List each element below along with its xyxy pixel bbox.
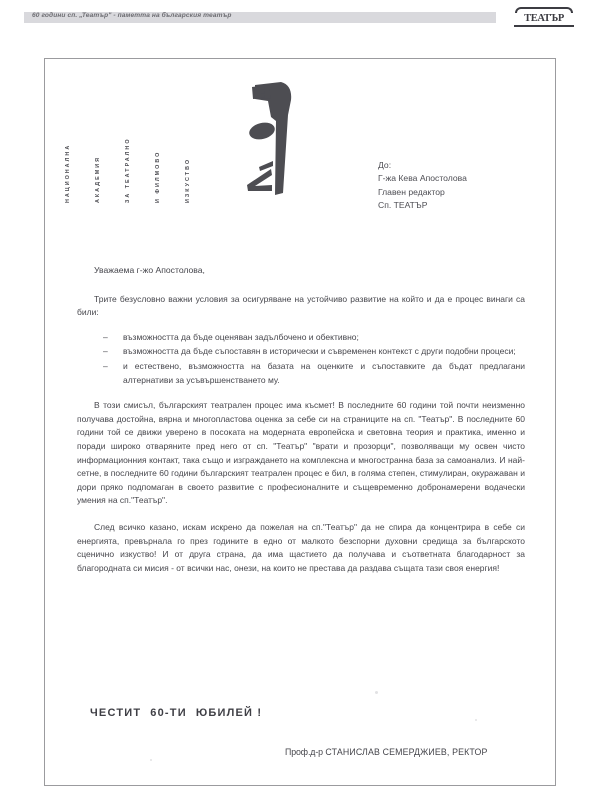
list-item	[77, 331, 525, 345]
list-dash-icon: –	[103, 331, 108, 342]
jubilee-word-2: 60-ТИ	[150, 707, 187, 719]
teatar-masthead-logo	[513, 7, 575, 27]
letter-conditions-list	[77, 331, 525, 387]
addressee-line-publication: Сп. ТЕАТЪР	[378, 200, 428, 211]
addressee-line-name: Г-жа Кева Апостолова	[378, 173, 467, 184]
signature-line	[285, 747, 488, 757]
letterhead-word-2: АКАДЕМИЯ	[95, 156, 101, 203]
signature-rank: Проф.д-р	[285, 747, 323, 757]
letterhead-word-5: ИЗКУСТВО	[185, 157, 191, 203]
scanned-letter-sheet	[44, 58, 556, 786]
addressee-block	[378, 159, 553, 213]
condition-text-1: възможността да бъде оценяван задълбочено и обективно;	[123, 331, 359, 342]
list-dash-icon: –	[103, 346, 108, 357]
signature-name: СТАНИСЛАВ СЕМЕРДЖИЕВ, РЕКТОР	[325, 747, 488, 757]
letter-paragraph-3: След всичко казано, искам искрено да пожелая на сп."Театър" да не спира да концентрира в себе си енергията, превърнала го през годините в едно от малкото безспорни духовни средища за българското сценично изкуство! И от друга страна, да има щастието да получава и съответната благодарност за благородната си мисия - от всички нас, онези, на които не престава да раздава същата тази своя енергия!	[77, 521, 525, 573]
natfiz-mask-logo-icon	[235, 81, 305, 197]
list-item	[77, 345, 525, 359]
jubilee-word-1: ЧЕСТИТ	[90, 707, 142, 719]
masthead-base	[514, 25, 574, 27]
scan-speck	[475, 719, 477, 721]
letterhead-word-1: НАЦИОНАЛНА	[65, 143, 71, 203]
condition-text-3: и естествено, възможността на базата на оценките и съпоставките да бъдат предлагани алтернативи за усъвършенстването му.	[123, 360, 525, 385]
addressee-line-to: До:	[378, 160, 392, 170]
jubilee-greeting	[90, 707, 262, 719]
masthead-wordmark: ТЕАТЪР	[524, 13, 564, 24]
list-item	[77, 360, 525, 387]
list-dash-icon: –	[103, 360, 108, 371]
addressee-line-role: Главен редактор	[378, 186, 445, 197]
letter-intro-paragraph: Трите безусловно важни условия за осигуряване на устойчиво развитие на който и да е процес винаги са били:	[77, 293, 525, 318]
running-header-caption: 60 години сп. „Театър" - паметта на българския театър	[32, 12, 232, 19]
letter-salutation: Уважаема г-жо Апостолова,	[94, 265, 205, 275]
condition-text-2: възможността да бъде съпоставян в исторически и съвременен контекст с други подобни процеси;	[123, 346, 516, 357]
scan-speck	[375, 691, 378, 694]
letterhead-word-3: ЗА ТЕАТРАЛНО	[125, 137, 131, 203]
scan-speck	[150, 759, 152, 761]
letter-body	[77, 264, 525, 588]
page-running-header	[0, 0, 600, 34]
jubilee-word-3: ЮБИЛЕЙ !	[195, 707, 263, 719]
letterhead-word-4: И ФИЛМОВО	[155, 150, 161, 203]
letter-paragraph-2: В този смисъл, българският театрален процес има късмет! В последните 60 години той почти неизменно получава достойна, вярна и многопластова оценка за себе си на страниците на сп. "Театър". В последните 60 години той се движи уверено в посоката на модерната европейска и световна теория и практика, именно и поради широко отваряните пред него от сп. "Театър" "врати и прозорци", позволяващи му освен чисто информационния контакт, така също и изграждането на комплексна и многостранна база за самоанализ. И най-сетне, в последните 60 години българският театрален процес е бил, в голяма степен, стимулиран, окуражаван и дори пряко подпомаган в своето развитие с професионалните и същевременно добронамерени водачески умения на сп."Театър".	[77, 400, 525, 506]
